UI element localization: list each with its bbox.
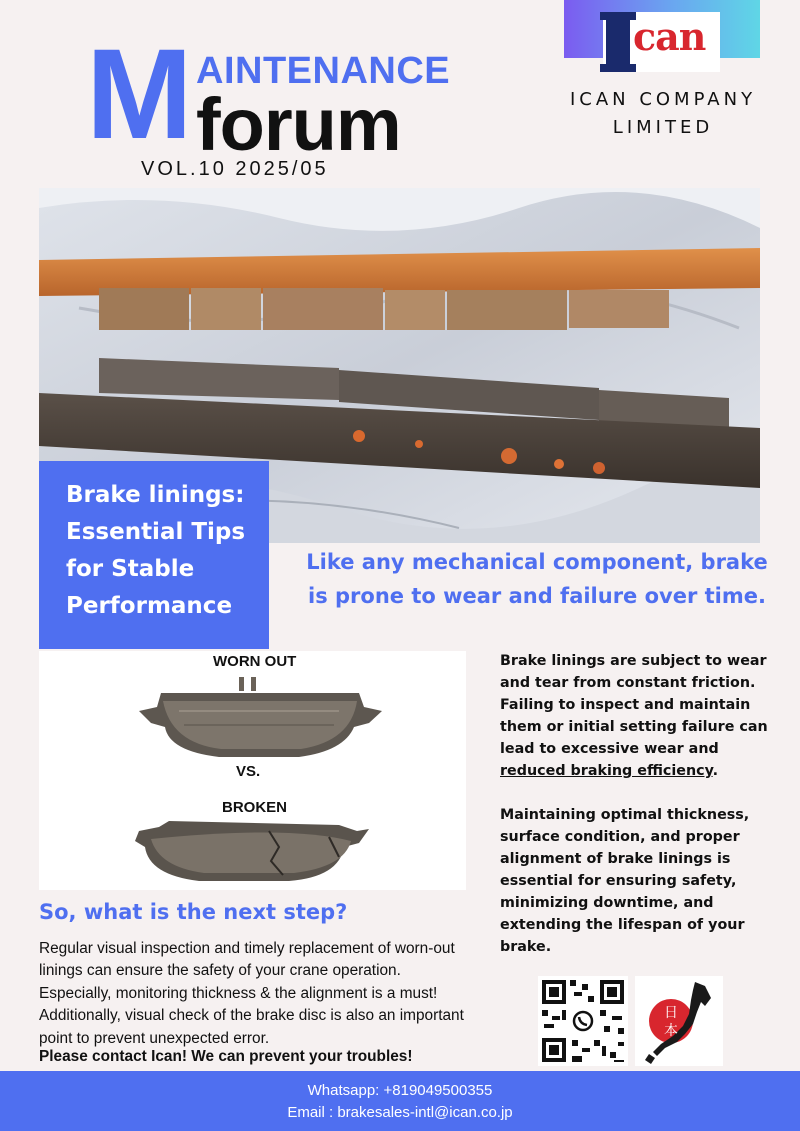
- company-name: [558, 86, 768, 142]
- email-contact[interactable]: Email : brakesales-intl@ican.co.jp: [287, 1104, 513, 1121]
- japan-char-1: 日: [664, 1005, 678, 1021]
- japan-badge: [635, 976, 723, 1066]
- japan-char-2: 本: [664, 1023, 678, 1039]
- feature-title-line: Performance: [66, 593, 233, 619]
- contact-call-to-action: Please contact Ican! We can prevent your troubles!: [39, 1048, 413, 1065]
- whatsapp-contact[interactable]: Whatsapp: +819049500355: [307, 1082, 493, 1099]
- lead-line-1: Like any mechanical component, brake: [306, 550, 768, 574]
- qr-code-icon: [538, 976, 628, 1066]
- logo-i-serif-top: [600, 12, 636, 20]
- feature-title-box: [39, 461, 269, 649]
- company-line-2: LIMITED: [612, 117, 714, 138]
- logo-text: can: [633, 14, 706, 59]
- japan-map-icon: [635, 976, 723, 1066]
- lead-line-2: is prone to wear and failure over time.: [308, 584, 766, 608]
- body-paragraph-1: [500, 650, 770, 782]
- logo-i-stem: [606, 12, 630, 72]
- broken-pad-illustration: [39, 817, 466, 890]
- pads-comparison-image: [39, 651, 466, 890]
- feature-title-line: Essential Tips: [66, 519, 246, 545]
- logo-i-serif-bottom: [600, 64, 636, 72]
- feature-title-line: for Stable: [66, 556, 195, 582]
- next-step-heading: So, what is the next step?: [39, 900, 348, 924]
- volume-date: VOL.10 2025/05: [141, 158, 329, 180]
- body-emphasis-link: reduced braking efficiency: [500, 763, 713, 779]
- whatsapp-qr-code[interactable]: [538, 976, 628, 1066]
- masthead-letter: M: [86, 23, 191, 166]
- masthead-word-bottom: forum: [196, 83, 401, 166]
- worn-pad-illustration: [39, 671, 466, 766]
- label-worn-out: WORN OUT: [213, 653, 297, 670]
- next-step-text: Regular visual inspection and timely replacement of worn-out linings can ensure the safety of your crane operation. Especially, monitoring thickness & the alignment is a must! Additionally, visual check of the brake disc is also an important point to prevent unexpected error.: [39, 940, 464, 1047]
- body-text: [500, 650, 770, 958]
- label-broken: BROKEN: [222, 799, 288, 816]
- feature-title-line: Brake linings:: [66, 482, 245, 508]
- contact-footer: [0, 1071, 800, 1131]
- lead-statement: [292, 545, 782, 613]
- body-paragraph-1-text: Brake linings are subject to wear and tear from constant friction. Failing to inspect and maintain them or initial setting failure can lead to excessive wear and: [500, 653, 768, 757]
- label-vs: VS.: [236, 763, 261, 780]
- masthead-word-top: AINTENANCE: [196, 50, 451, 92]
- company-line-1: ICAN COMPANY: [569, 89, 757, 110]
- body-paragraph-2: Maintaining optimal thickness, surface condition, and proper alignment of brake linings is essential for ensuring safety, minimizing downtime, and extending the lifespan of your brake.: [500, 807, 750, 955]
- body-paragraph-1-end: .: [712, 763, 719, 779]
